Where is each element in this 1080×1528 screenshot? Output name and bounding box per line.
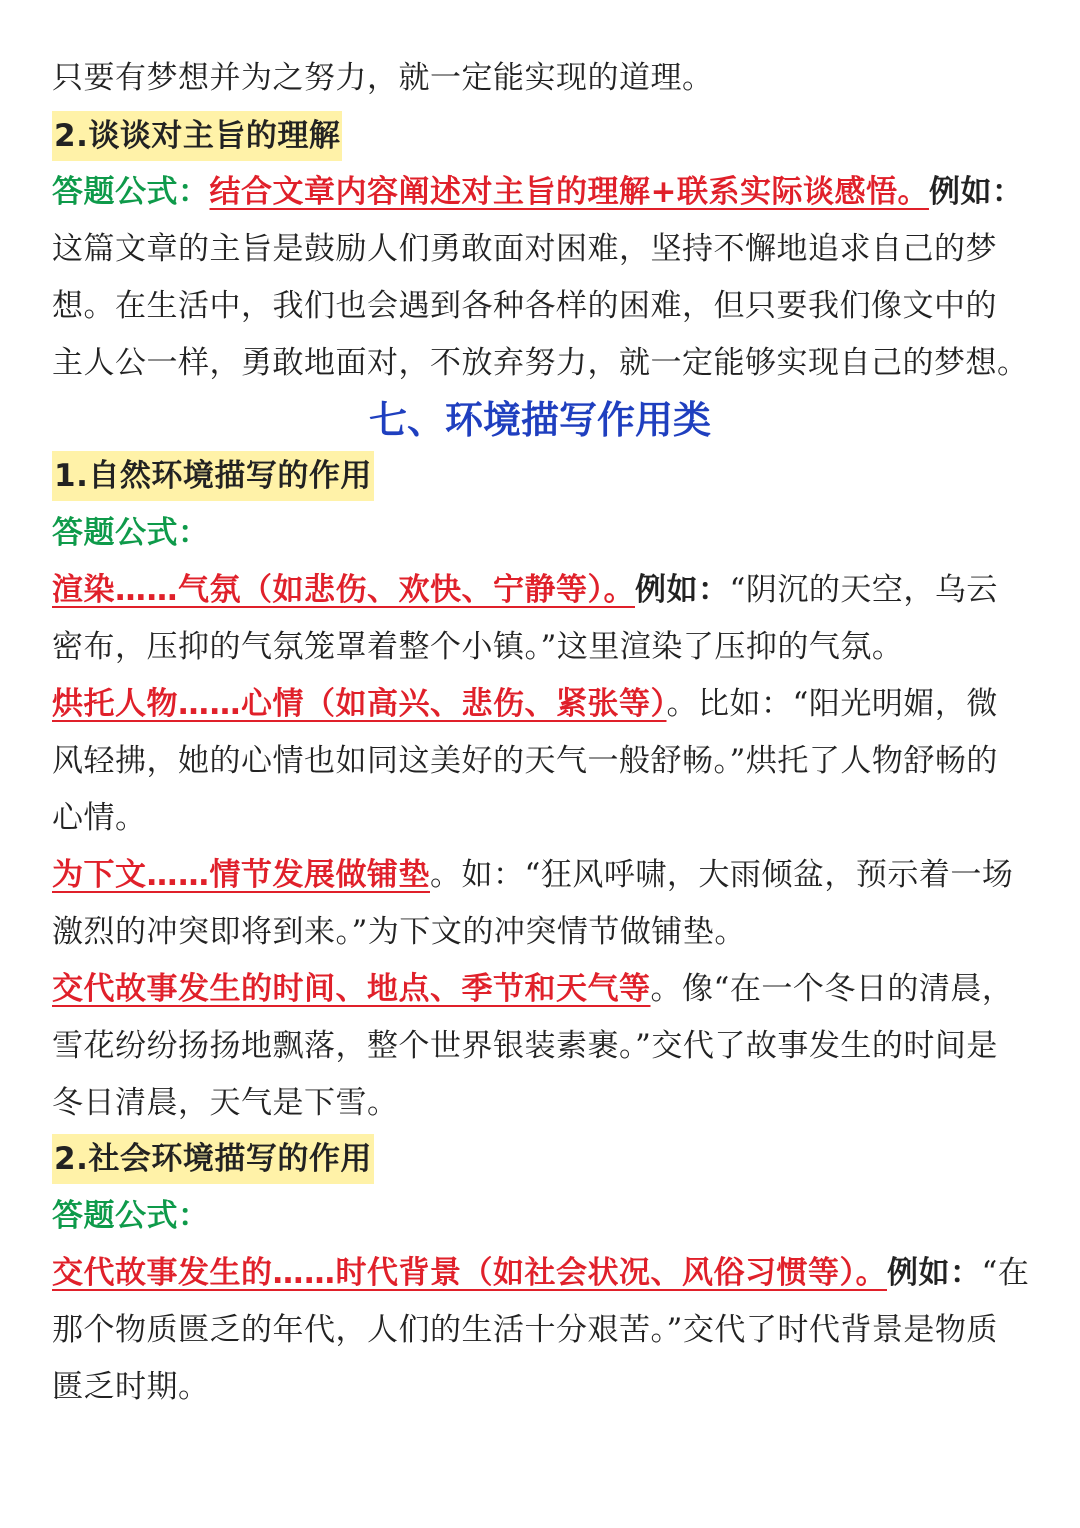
body-text-line [52,278,1032,335]
text-span: 。像“在一个冬日的清晨， [650,971,1014,1007]
formula-item-line [52,676,1032,733]
formula-key: 交代故事发生的……时代背景（如社会状况、风俗习惯等）。 [52,1255,887,1291]
body-text-line [52,1302,1032,1359]
subheading-highlight [52,111,342,161]
text-span: 这篇文章的主旨是鼓励人们勇敢面对困难，坚持不懈地追求自己的梦 [52,231,997,267]
formula-key: 渲染……气氛（如悲伤、欢快、宁静等）。 [52,572,635,608]
formula-key: 交代故事发生的时间、地点、季节和天气等 [52,971,651,1007]
formula-line [52,505,1032,562]
body-text-line [52,50,1032,107]
section-title: 七、环境描写作用类 [368,398,711,442]
body-text-line [52,1075,1032,1132]
text-span: 心情。 [52,800,147,836]
text-span: 主人公一样，勇敢地面对，不放弃努力，就一定能够实现自己的梦想。 [52,345,1029,381]
body-text-line [52,221,1032,278]
formula-key: 烘托人物……心情（如高兴、悲伤、紧张等） [52,686,667,722]
formula-label: 答题公式： [52,515,210,551]
body-text-line [52,904,1032,961]
formula-item-line [52,847,1032,904]
text-span: 。比如：“阳光明媚，微 [666,686,998,722]
subheading-highlight [52,451,374,501]
text-span: 雪花纷纷扬扬地飘落，整个世界银装素裹。”交代了故事发生的时间是 [52,1028,998,1064]
text-span: “在 [981,1255,1030,1291]
body-text-line [52,335,1032,392]
text-span: 冬日清晨，天气是下雪。 [52,1085,399,1121]
subheading-number: 2. [54,118,89,154]
formula-text: 结合文章内容阐述对主旨的理解+联系实际谈感悟。 [209,174,929,210]
formula-label: 答题公式： [52,174,210,210]
subheading-highlight [52,1134,374,1184]
body-text-line [52,790,1032,847]
formula-item-line [52,961,1032,1018]
formula-label: 答题公式： [52,1198,210,1234]
subheading-social [52,1131,1032,1188]
example-label: 例如： [928,174,1024,210]
formula-item-line [52,1245,1032,1302]
body-text-line [52,733,1032,790]
text-span: 。如：“狂风呼啸，大雨倾盆，预示着一场 [430,857,1014,893]
text-span: 只要有梦想并为之努力，就一定能实现的道理。 [52,60,714,96]
subheading-title: 自然环境描写的作用 [88,458,372,494]
body-text-line [52,1018,1032,1075]
subheading-nature [52,448,1032,505]
subheading-theme [52,108,1032,165]
text-span: 风轻拂，她的心情也如同这美好的天气一般舒畅。”烘托了人物舒畅的 [52,743,998,779]
subheading-title: 谈谈对主旨的理解 [88,118,341,154]
body-text-line [52,1359,1032,1416]
subheading-title: 社会环境描写的作用 [88,1141,372,1177]
text-span: 想。在生活中，我们也会遇到各种各样的困难，但只要我们像文中的 [52,288,997,324]
body-text-line [52,619,1032,676]
text-span: 那个物质匮乏的年代，人们的生活十分艰苦。”交代了时代背景是物质 [52,1312,998,1348]
formula-line [52,164,1032,221]
example-label: 例如： [887,1255,982,1291]
text-span: 激烈的冲突即将到来。”为下文的冲突情节做铺垫。 [52,914,746,950]
subheading-number: 2. [54,1141,89,1177]
formula-key: 为下文……情节发展做铺垫 [52,857,430,893]
formula-line [52,1188,1032,1245]
text-span: 密布，压抑的气氛笼罩着整个小镇。”这里渲染了压抑的气氛。 [52,629,904,665]
example-label: 例如： [635,572,730,608]
text-span: “阴沉的天空，乌云 [729,572,998,608]
text-span: 匮乏时期。 [52,1369,210,1405]
subheading-number: 1. [54,458,89,494]
formula-item-line [52,562,1032,619]
